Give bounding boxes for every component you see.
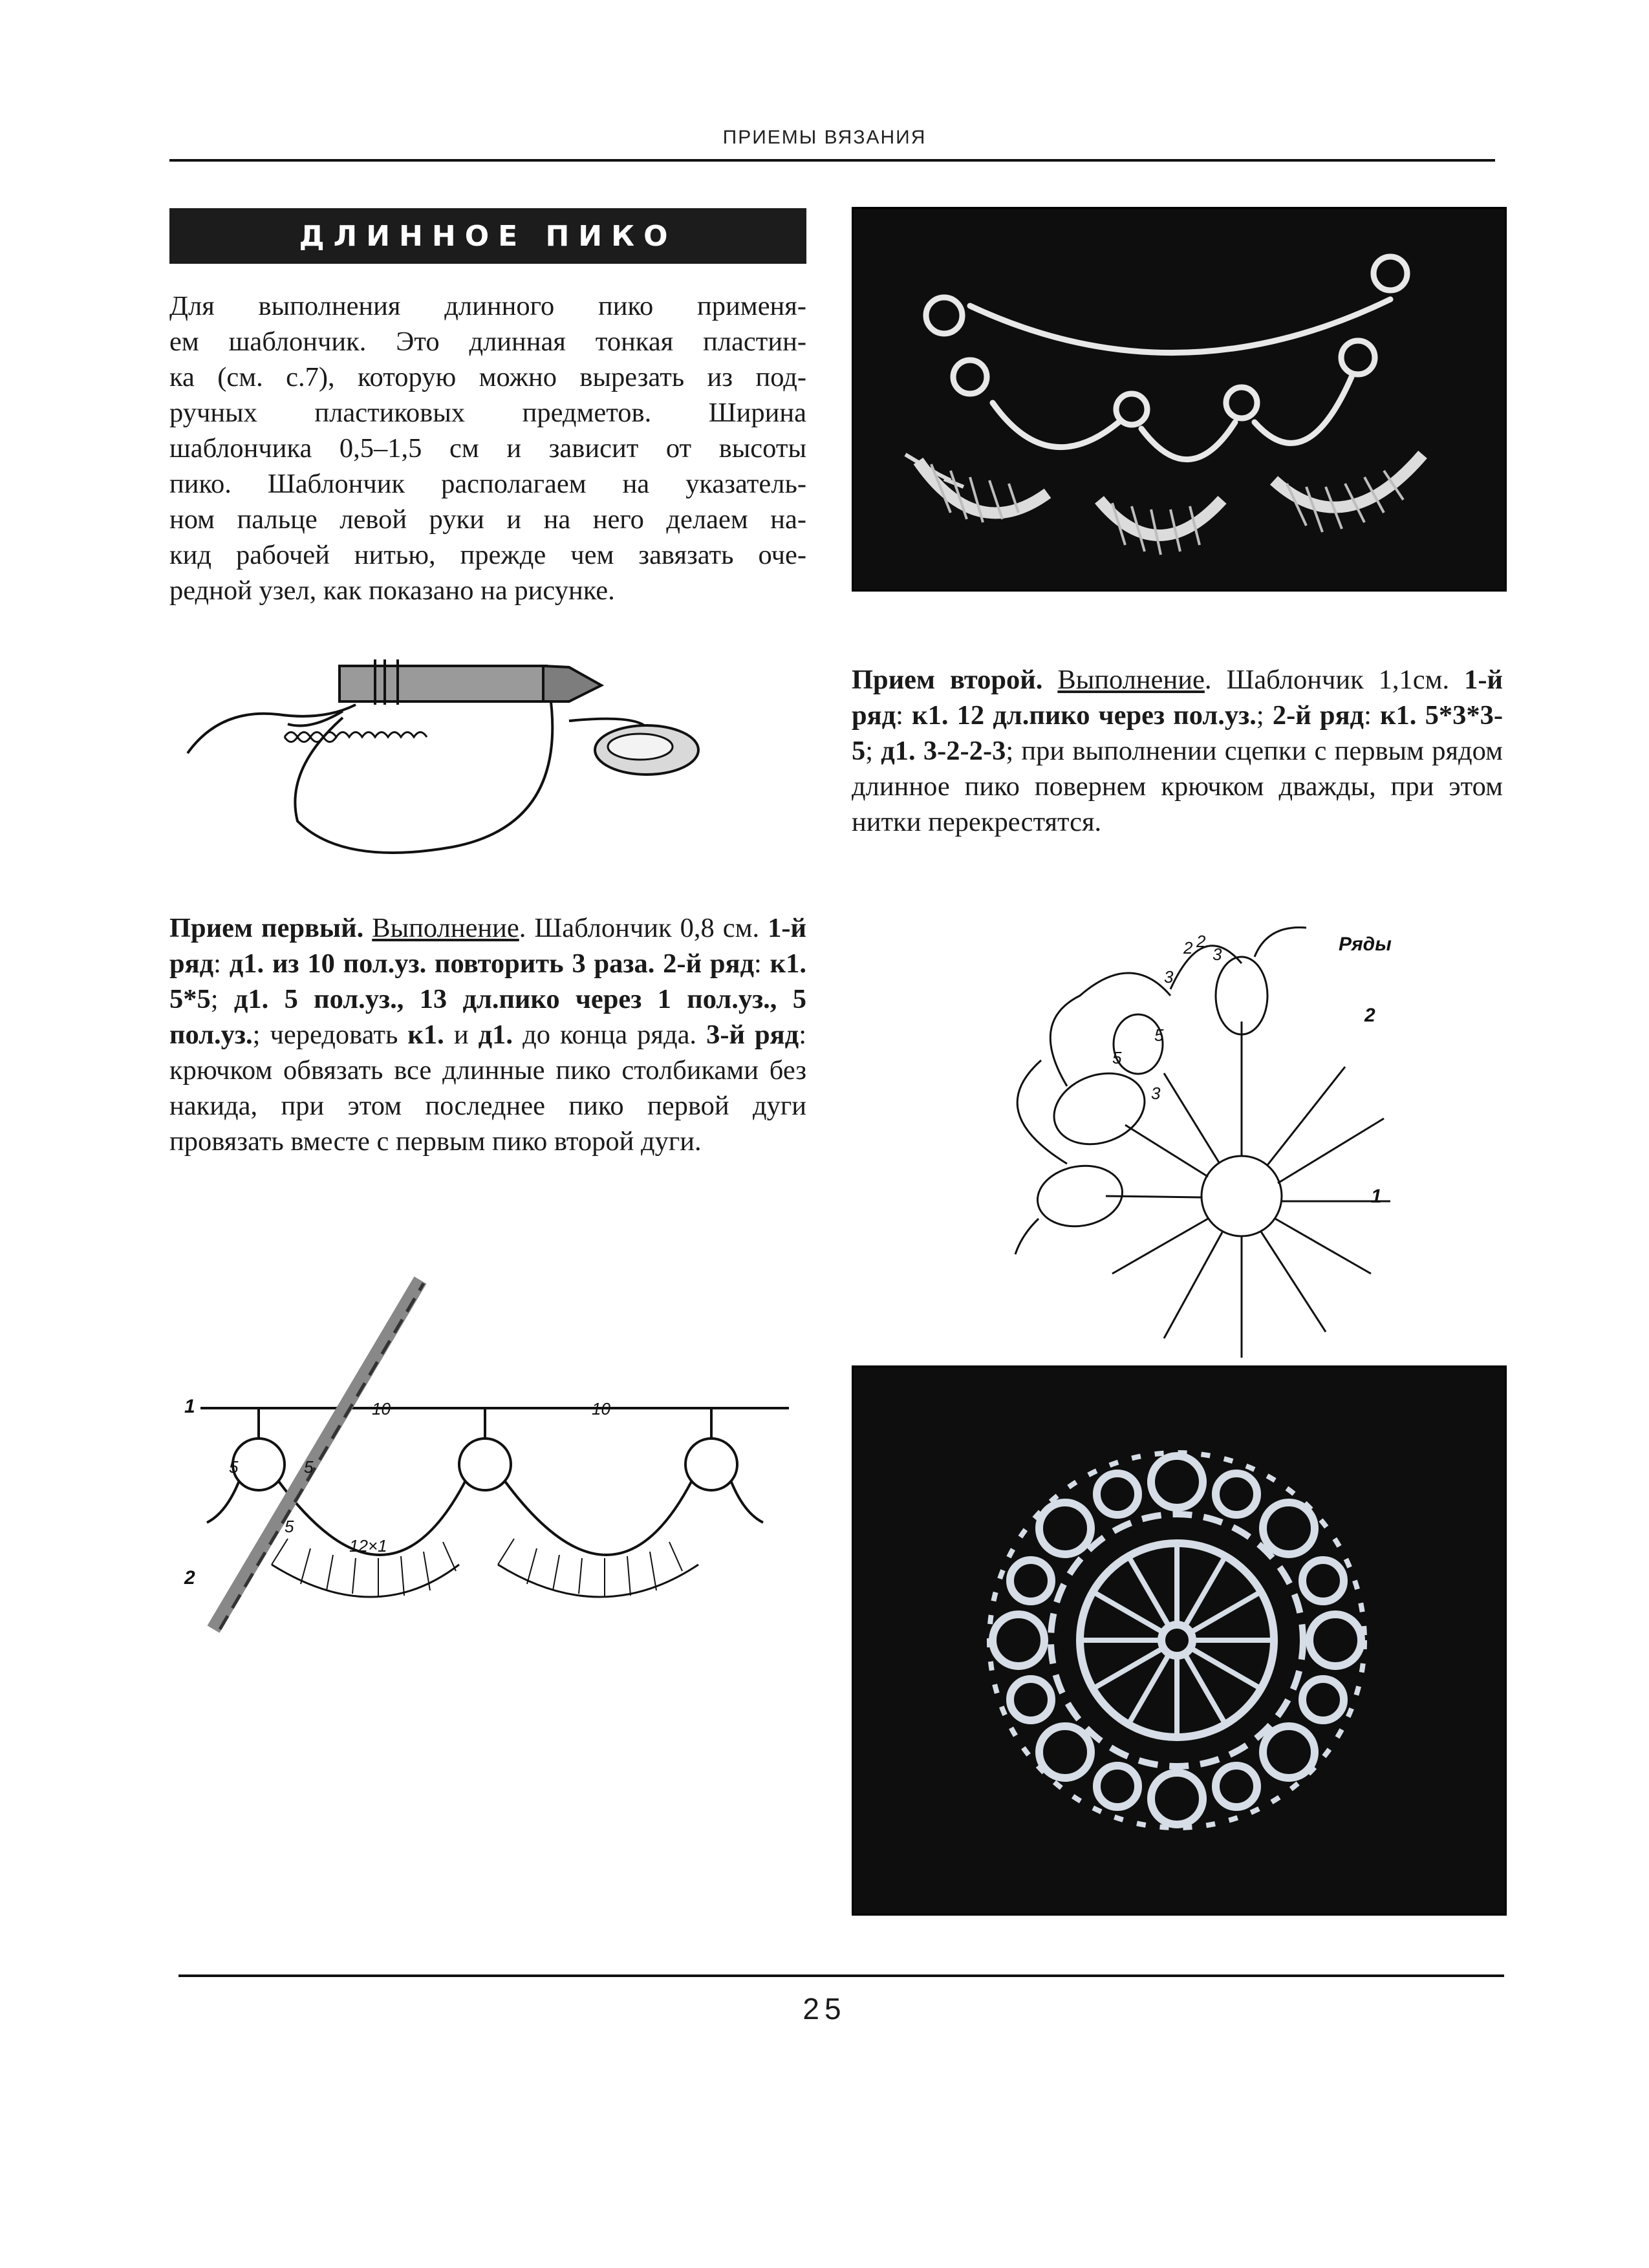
row-formula: к1. 5*3*3-5 — [852, 700, 1503, 766]
method-one-text: . Шаблончик 0,8 см. — [519, 913, 768, 943]
diagram-number: 5 — [229, 1457, 239, 1477]
method-one-text: ; — [210, 984, 234, 1014]
method-two-text: : — [1364, 700, 1381, 731]
intro-line: шаблончика 0,5–1,5 см и зависит от высоты — [169, 433, 806, 464]
diagram-number: 2 — [1196, 932, 1206, 951]
round-motif-diagram — [918, 892, 1500, 1364]
intro-line: кид рабочей нитью, прежде чем завязать оче- — [169, 540, 806, 570]
method-two-heading: Прием второй. — [852, 665, 1043, 695]
photo-lace-doily — [852, 1365, 1507, 1916]
intro-line: ем шаблончик. Это длинная тонкая пластин- — [169, 326, 806, 357]
diagram-number: 3 — [1164, 967, 1174, 987]
diagram-number: 3 — [1212, 945, 1222, 964]
gauge-strip — [213, 1280, 420, 1629]
method-two-text: ; — [865, 736, 881, 766]
intro-line: ручных пластиковых предметов. Ширина — [169, 398, 806, 428]
diagram-number: 3 — [1151, 1084, 1161, 1103]
row-label: 2-й ряд — [1272, 700, 1364, 731]
shuttle-gauge-illustration — [181, 640, 815, 886]
intro-line: ка (см. с.7), которую можно вырезать из под- — [169, 362, 806, 392]
method-two-text: ; при выполнении сцепки с первым рядом длинное пико повернем крючком дважды, при этом нитки перекрестятся. — [852, 736, 1503, 837]
row-label: 1-й ряд — [169, 913, 807, 979]
footer-rule — [178, 1974, 1504, 1977]
row-number: 2 — [184, 1567, 195, 1589]
method-one-exec-label: Выполнение — [372, 913, 519, 943]
diagram-number: 5 — [1112, 1048, 1122, 1067]
intro-paragraph — [169, 288, 806, 608]
intro-line: Для выполнения длинного пико применя- — [169, 291, 806, 321]
rows-legend-label: Ряды — [1339, 934, 1392, 955]
method-one-heading: Прием первый. — [169, 913, 364, 943]
method-one-text — [654, 948, 663, 979]
row-label: 1-й ряд — [852, 665, 1503, 731]
diagram-number: 5 — [304, 1457, 314, 1477]
method-one-text: до конца ряда. — [513, 1020, 707, 1050]
edging-scheme — [175, 1267, 808, 1668]
lace-edging-image — [854, 209, 1505, 590]
running-header: ПРИЕМЫ ВЯЗАНИЯ — [722, 127, 927, 148]
row-number: 2 — [1364, 1005, 1375, 1026]
diagram-number: 10 — [592, 1399, 610, 1418]
row-formula: к1. 5*5 — [169, 948, 806, 1014]
round-motif-scheme — [918, 892, 1500, 1364]
row-label: 3-й ряд — [706, 1020, 799, 1050]
method-one-text: : — [754, 948, 770, 979]
diagram-number: 2 — [1183, 938, 1193, 957]
edging-diagram — [175, 1267, 808, 1668]
row-formula: д1. 3-2-2-3 — [881, 736, 1006, 766]
intro-line: пико. Шаблончик располагаем на указатель- — [169, 469, 806, 499]
lace-doily-image — [854, 1367, 1505, 1914]
method-one-text: : крючком обвязать все длинные пико столбиками без накида, при этом последнее пико первой дуги провязать вместе с первым пико второй дуги. — [169, 1020, 806, 1157]
row-number: 1 — [1371, 1186, 1382, 1207]
method-one-paragraph — [169, 910, 806, 1159]
intro-line: ном пальце левой руки и на него делаем на- — [169, 504, 806, 535]
method-two-text: . Шаблончик 1,1см. — [1204, 665, 1465, 695]
diagram-number: 5 — [1154, 1025, 1164, 1045]
method-two-exec-label: Выполнение — [1057, 665, 1205, 695]
row-formula: д1. 5 пол.уз., 13 дл.пико через 1 пол.уз., 5 пол.уз. — [169, 984, 806, 1050]
method-one-text: и — [444, 1020, 479, 1050]
gauge-strip — [339, 666, 546, 701]
diagram-number: 5 — [285, 1517, 294, 1536]
header-rule — [169, 159, 1495, 162]
method-two-paragraph — [852, 662, 1503, 840]
method-one-text: ; чередовать — [252, 1020, 408, 1050]
row-formula: к1. — [407, 1020, 444, 1050]
method-one-text: : — [213, 948, 230, 979]
method-two-text: ; — [1256, 700, 1273, 731]
shuttle-gauge-drawing — [181, 640, 815, 886]
diagram-number: 10 — [372, 1399, 391, 1418]
diagram-number: 12×1 — [349, 1536, 387, 1556]
photo-lace-edging — [852, 207, 1507, 592]
page-number: 25 — [803, 1992, 846, 2026]
intro-line: редной узел, как показано на рисунке. — [169, 575, 615, 606]
row-formula: д1. — [478, 1020, 513, 1050]
method-two-text: : — [896, 700, 912, 731]
section-title: ДЛИННОЕ ПИКО — [169, 208, 806, 264]
row-number: 1 — [184, 1396, 195, 1417]
row-formula: д1. из 10 пол.уз. повторить 3 раза. — [229, 948, 655, 979]
row-label: 2-й ряд — [663, 948, 754, 979]
row-formula: к1. 12 дл.пико через пол.уз. — [912, 700, 1256, 731]
